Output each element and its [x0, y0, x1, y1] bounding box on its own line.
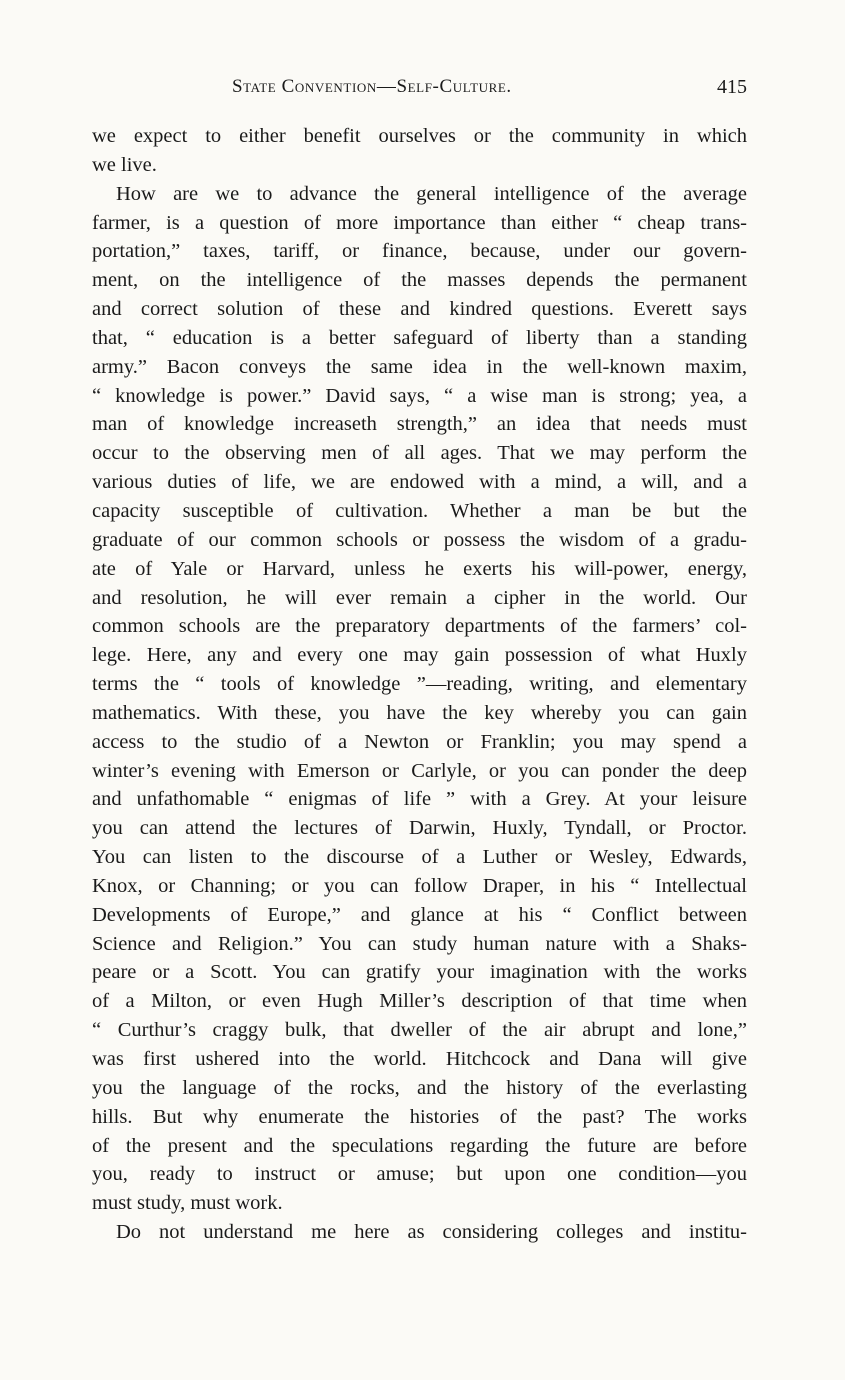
text-line: of the present and the speculations regarding the future are before — [92, 1134, 747, 1157]
text-line: Science and Religion.” You can study human nature with a Shaks- — [92, 932, 747, 955]
text-line: mathematics. With these, you have the key whereby you can gain — [92, 701, 747, 724]
text-line: farmer, is a question of more importance than either “ cheap trans- — [92, 211, 747, 234]
paragraph-first-line: Do not understand me here as considering colleges and institu- — [116, 1221, 747, 1244]
text-line: you the language of the rocks, and the history of the everlasting — [92, 1076, 747, 1099]
text-line: You can listen to the discourse of a Luther or Wesley, Edwards, — [92, 846, 747, 869]
text-line: lege. Here, any and every one may gain possession of what Huxly — [92, 644, 747, 667]
text-line: access to the studio of a Newton or Franklin; you may spend a — [92, 730, 747, 753]
text-line: occur to the observing men of all ages. That we may perform the — [92, 442, 747, 465]
text-line: various duties of life, we are endowed with a mind, a will, and a — [92, 471, 747, 494]
text-line: was first ushered into the world. Hitchcock and Dana will give — [92, 1048, 747, 1070]
text-line: army.” Bacon conveys the same idea in the well-known maxim, — [92, 355, 747, 378]
running-head — [92, 76, 747, 106]
text-line: that, “ education is a better safeguard of liberty than a standing — [92, 326, 747, 349]
text-line: terms the “ tools of knowledge ”—reading, writing, and elementary — [92, 673, 747, 696]
text-line: winter’s evening with Emerson or Carlyle, or you can ponder the deep — [92, 759, 747, 782]
body-text — [92, 122, 747, 1247]
text-line: portation,” taxes, tariff, or finance, because, under our govern- — [92, 240, 747, 263]
text-line: “ Curthur’s craggy bulk, that dweller of the air abrupt and lone,” — [92, 1019, 747, 1042]
text-line: and correct solution of these and kindred questions. Everett says — [92, 298, 747, 321]
text-line: must study, must work. — [92, 1192, 283, 1215]
text-line: Knox, or Channing; or you can follow Draper, in his “ Intellectual — [92, 874, 747, 897]
text-line: you can attend the lectures of Darwin, Huxly, Tyndall, or Proctor. — [92, 817, 747, 840]
text-line: and unfathomable “ enigmas of life ” with a Grey. At your leisure — [92, 788, 747, 811]
text-line: graduate of our common schools or possess the wisdom of a gradu- — [92, 528, 747, 551]
text-line: of a Milton, or even Hugh Miller’s description of that time when — [92, 990, 747, 1013]
text-line: Developments of Europe,” and glance at his “ Conflict between — [92, 903, 747, 926]
text-line: “ knowledge is power.” David says, “ a wise man is strong; yea, a — [92, 384, 747, 407]
text-line: we expect to either benefit ourselves or the community in which — [92, 125, 747, 147]
text-line: and resolution, he will ever remain a cipher in the world. Our — [92, 586, 747, 609]
running-head-title: State Convention—Self-Culture. — [232, 76, 512, 97]
text-line: you, ready to instruct or amuse; but upon one condition—you — [92, 1163, 747, 1186]
text-line: peare or a Scott. You can gratify your imagination with the works — [92, 961, 747, 984]
page-number: 415 — [717, 76, 747, 98]
text-line: we live. — [92, 153, 157, 176]
text-line: ment, on the intelligence of the masses depends the permanent — [92, 269, 747, 292]
text-line: ate of Yale or Harvard, unless he exerts his will-power, energy, — [92, 557, 747, 580]
text-line: hills. But why enumerate the histories of the past? The works — [92, 1105, 747, 1128]
text-line: capacity susceptible of cultivation. Whether a man be but the — [92, 499, 747, 522]
text-line: common schools are the preparatory departments of the farmers’ col- — [92, 615, 747, 638]
paragraph-first-line: How are we to advance the general intelligence of the average — [116, 182, 747, 205]
text-line: man of knowledge increaseth strength,” an idea that needs must — [92, 413, 747, 436]
